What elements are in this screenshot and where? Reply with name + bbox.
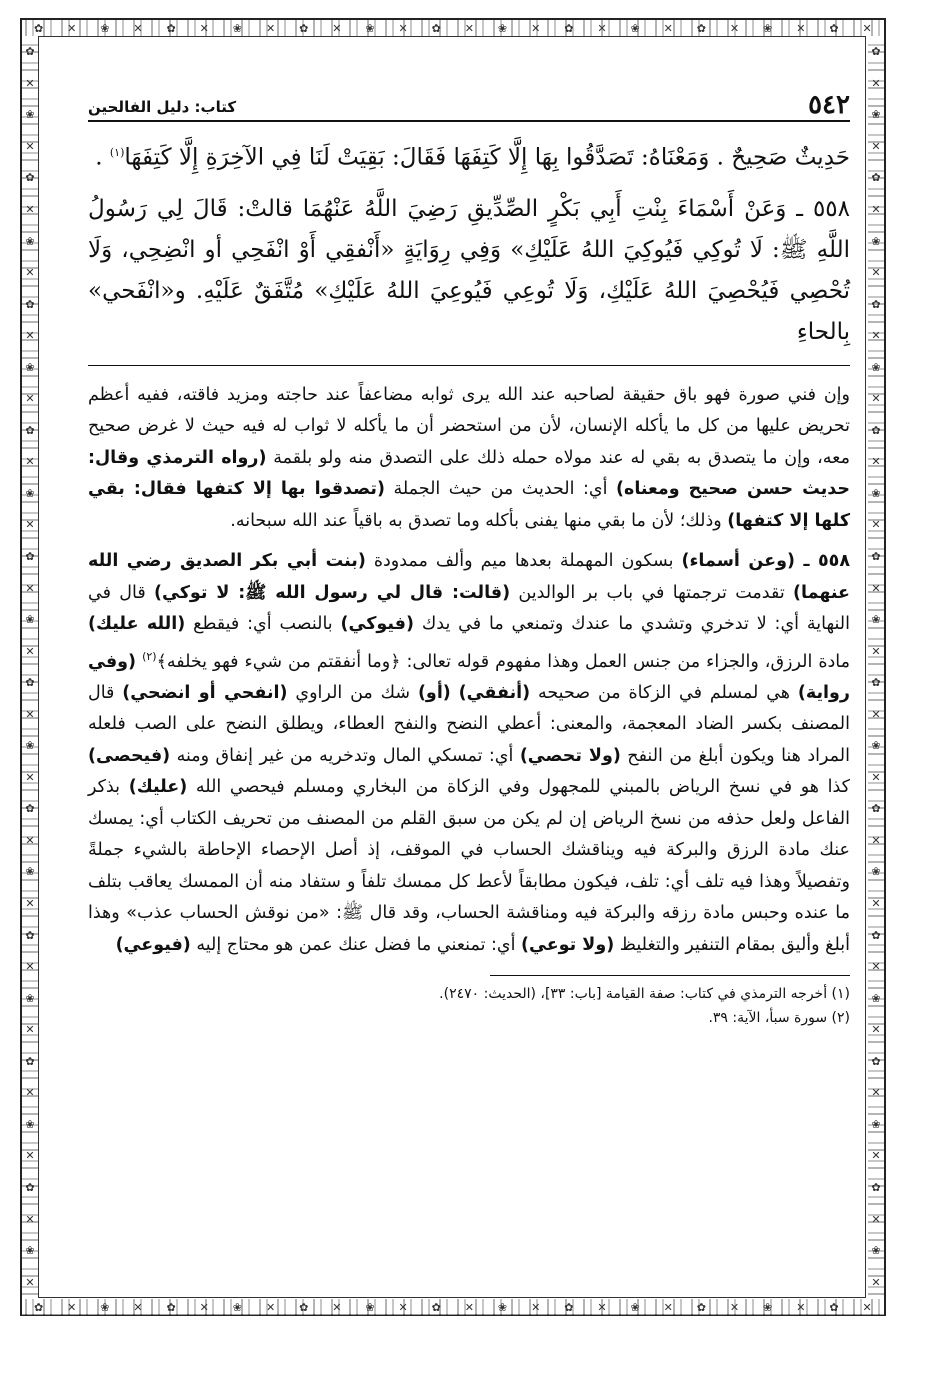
ornament-icon: ✕: [199, 21, 209, 35]
ornament-icon: ❀: [25, 865, 35, 879]
ornament-icon: ✕: [796, 1300, 806, 1314]
commentary-text: وإن فني صورة فهو باق حقيقة لصاحبه عند الله يرى ثوابه مضاعفاً عند حاجته ومزيد فاقته، ففيه أعظم تحريض عليها من كل ما يأكله الإنسان، لأن من استحضر أن ما يأكله لا ثواب له فيه حيث لا غرض صحيح معه، وإن ما يتصدق به بقي له عند مولاه حمله ذلك على التصدق منه ولو بلقمة: [88, 384, 850, 468]
footnote-ref-1[interactable]: (١): [109, 146, 125, 159]
page-content: [88, 84, 850, 1030]
commentary-text: وذلك؛ لأن ما بقي منها يفنى بأكله وما تصدق به باقياً عند الله سبحانه.: [230, 510, 728, 531]
ornament-icon: ✕: [265, 21, 276, 35]
ornament-icon: ❀: [365, 1300, 375, 1314]
ornament-icon: ❀: [25, 360, 35, 374]
ornament-icon: ✕: [25, 833, 35, 847]
ornament-icon: ✕: [67, 21, 77, 35]
ornament-icon: ✿: [25, 171, 35, 185]
ornament-icon: ✿: [871, 802, 881, 816]
quoted-hadith-phrase: (فيوكي): [340, 614, 414, 635]
ornament-icon: ❀: [871, 234, 881, 248]
ornament-icon: ✕: [332, 1300, 342, 1314]
commentary-text: بالنصب أي: فيقطع: [185, 614, 341, 635]
ornament-icon: ✕: [464, 1300, 474, 1314]
ornament-icon: ✕: [67, 1300, 77, 1314]
ornament-icon: ✿: [696, 21, 706, 35]
ornament-icon: ✕: [871, 1212, 881, 1226]
ornament-icon: ✕: [25, 1086, 35, 1100]
ornament-icon: ✿: [25, 1054, 35, 1068]
book-title: كتاب: دليل الفالحين: [88, 98, 237, 116]
ornament-icon: ✕: [871, 518, 881, 532]
ornament-icon: ✕: [871, 203, 881, 216]
ornament-icon: ❀: [630, 21, 640, 35]
ornament-icon: ❀: [871, 739, 881, 753]
ornament-icon: ❀: [25, 613, 35, 627]
ornament-icon: ✕: [796, 21, 806, 35]
separator-rule: [88, 365, 850, 366]
commentary-text: أي: الحديث من حيث الجملة: [384, 479, 616, 500]
quoted-hadith-phrase: (تصدقوا بها إلا كتفها فقال: بقي كلها إلا كتفها): [88, 479, 850, 531]
ornament-icon: ✿: [829, 21, 839, 35]
ornament-icon: ✿: [871, 550, 881, 564]
ornament-icon: ✕: [25, 770, 35, 784]
hadith-558: ٥٥٨ ـ وَعَنْ أَسْمَاءَ بِنْتِ أَبِي بَكْرٍ الصِّدِّيقِ رَضِيَ اللَّهُ عَنْهُمَا قالتْ: قَالَ لِي رَسُولُ اللَّهِ ﷺ: لَا تُوكِي فَيُوكِيَ اللهُ عَلَيْكِ» وَفِي رِوَايَةٍ «أَنْفقِي أَوْ انْفَحِي أو انْضِحِي، وَلَا تُحْصِي فَيُحْصِيَ اللهُ عَلَيْكِ، وَلَا تُوعِي فَيُوعِيَ اللهُ عَلَيْكِ» مُتَّفَقٌ عَلَيْهِ. و«انْفَحي» بِالحاءِ: [88, 195, 850, 345]
quoted-hadith-phrase: (فيحصى): [88, 745, 171, 766]
ornament-border-top: [22, 20, 884, 36]
ornament-icon: ✕: [871, 897, 881, 911]
ornament-icon: ❀: [365, 21, 375, 35]
ornament-icon: ❀: [25, 234, 35, 248]
ornament-icon: ✕: [871, 1275, 881, 1289]
quoted-hadith-phrase: (رواه الترمذي وقال: حديث حسن صحيح ومعناه): [88, 447, 850, 500]
ornament-icon: ✕: [729, 1300, 740, 1314]
commentary-text: بسكون المهملة بعدها ميم وألف ممدودة: [365, 551, 682, 572]
ornament-icon: ❀: [630, 1300, 640, 1314]
ornament-icon: ✕: [862, 1300, 872, 1314]
commentary-text: [451, 683, 459, 703]
ornament-icon: ✕: [25, 203, 35, 216]
ornament-icon: ✕: [25, 392, 35, 406]
ornament-icon: ✿: [564, 1300, 574, 1314]
ornament-icon: ✿: [299, 1300, 309, 1314]
ornament-icon: ✿: [871, 423, 881, 437]
ornament-border-left: [22, 36, 38, 1298]
footnotes: [88, 982, 850, 1030]
ornament-border-bottom: [22, 1299, 884, 1315]
ornament-icon: ✕: [871, 455, 881, 469]
commentary-text: قال المصنف بكسر الضاد المعجمة، والمعنى: أعطي النضح والنفح العطاء، ويطلق النضح على الصب فلعله المراد هنا ويكون أبلغ من النفح: [88, 682, 850, 766]
hadith-text: [88, 132, 850, 353]
ornament-icon: ✿: [871, 171, 881, 185]
ornament-icon: ❀: [497, 21, 508, 35]
ornament-icon: ❀: [100, 1300, 110, 1314]
ornament-icon: ✕: [25, 1275, 35, 1289]
ornament-icon: ✿: [871, 297, 881, 311]
quoted-hadith-phrase: (ولا توعي): [521, 934, 615, 955]
ornament-icon: ❀: [100, 21, 110, 35]
ornament-icon: ✿: [564, 21, 574, 35]
ornament-icon: ✕: [871, 960, 881, 974]
ornament-icon: ✕: [663, 21, 673, 35]
ornament-icon: ✿: [25, 1180, 35, 1194]
commentary: [88, 380, 850, 962]
ornament-icon: ✿: [166, 1300, 176, 1314]
ornament-icon: ❀: [871, 613, 881, 627]
ornament-icon: ✕: [133, 21, 143, 35]
ornament-icon: ✿: [871, 45, 881, 59]
ornament-icon: ✿: [871, 1054, 881, 1068]
ornament-icon: ✕: [25, 1149, 35, 1163]
ornament-icon: ✕: [25, 329, 35, 343]
commentary-text: أي: تمنعني ما فضل عنك عمن هو محتاج إليه: [190, 934, 522, 955]
ornament-icon: ✿: [871, 928, 881, 942]
ornament-icon: ✕: [25, 518, 35, 532]
ornament-icon: ✕: [597, 21, 607, 35]
quoted-hadith-phrase: (أو): [417, 682, 451, 703]
ornament-icon: ✕: [25, 1023, 35, 1037]
ornament-icon: ✕: [398, 1300, 408, 1314]
commentary-text: كذا هو في نسخ الرياض بالمبني للمجهول وفي الزكاة من البخاري ومسلم فيحصي الله: [187, 777, 851, 798]
ornament-icon: ✿: [829, 1300, 839, 1314]
commentary-paragraph-1: [88, 380, 850, 538]
ornament-icon: ✿: [25, 802, 35, 816]
ornament-icon: ❀: [25, 739, 35, 753]
ornament-icon: ❀: [232, 1300, 243, 1314]
commentary-text: مادة الرزق، والجزاء من جنس العمل وهذا مفهوم قوله تعالى: ﴿وما أنفقتم من شيء فهو يخلفه﴾: [156, 651, 850, 672]
ornament-icon: ❀: [871, 1117, 881, 1131]
ornament-icon: ✕: [663, 1300, 673, 1314]
commentary-text: تقدمت ترجمتها في باب بر الوالدين: [510, 582, 794, 603]
ornament-icon: ❀: [232, 21, 243, 35]
ornament-icon: ✿: [33, 1300, 44, 1314]
ornament-icon: ✿: [431, 21, 441, 35]
ornament-icon: ✕: [862, 21, 872, 35]
footnote-2: (٢) سورة سبأ، الآية: ٣٩.: [708, 1010, 850, 1027]
ornament-icon: ✕: [871, 581, 881, 595]
ornament-icon: ❀: [25, 1117, 35, 1131]
quoted-hadith-phrase: (انفحي أو انضحي): [122, 682, 288, 703]
footnote-rule: [490, 975, 850, 976]
ornament-icon: ✿: [871, 1180, 881, 1194]
ornament-icon: ✕: [871, 266, 881, 280]
ornament-icon: ✕: [199, 1300, 209, 1314]
ornament-icon: ✕: [25, 455, 35, 469]
ornament-icon: ❀: [25, 991, 35, 1005]
footnote-1: (١) أخرجه الترمذي في كتاب: صفة القيامة [باب: ٣٣]، (الحديث: ٢٤٧٠).: [439, 986, 850, 1003]
ornament-border-right: [868, 36, 884, 1298]
ornament-icon: ❀: [763, 1300, 773, 1314]
ornament-icon: ❀: [871, 1244, 881, 1258]
ornament-icon: ✕: [871, 329, 881, 343]
quoted-hadith-phrase: (ولا تحصي): [519, 745, 621, 766]
ornament-icon: ✕: [871, 1086, 881, 1100]
ornament-icon: ✕: [871, 833, 881, 847]
ornament-icon: ❀: [25, 486, 35, 500]
ornament-icon: ✕: [871, 770, 881, 784]
commentary-text: هي لمسلم في الزكاة من صحيحه: [530, 682, 798, 703]
ornament-icon: ❀: [25, 1244, 35, 1258]
ornament-icon: ✿: [25, 45, 35, 59]
commentary-text: شك من الراوي: [287, 682, 418, 703]
ornament-icon: ✕: [133, 1300, 143, 1314]
ornament-icon: ✿: [25, 423, 35, 437]
ornament-icon: ✕: [25, 76, 35, 90]
running-header: [88, 84, 850, 122]
ornament-icon: ✕: [25, 960, 35, 974]
ornament-icon: ✕: [265, 1300, 276, 1314]
page-number: ٥٤٢: [808, 90, 850, 120]
ornament-icon: ✕: [25, 266, 35, 280]
ornament-icon: ✕: [464, 21, 474, 35]
ornament-icon: ✕: [597, 1300, 607, 1314]
quoted-hadith-phrase: (وفي رواية): [88, 651, 851, 703]
commentary-text: قال في النهاية أي: لا تدخري وتشدي ما عندك وتمنعي ما في يدك: [88, 582, 850, 635]
ornament-icon: ❀: [871, 360, 881, 374]
ornament-icon: ✕: [398, 21, 408, 35]
ornament-icon: ✕: [871, 139, 881, 153]
ornament-icon: ✕: [25, 897, 35, 911]
ornament-icon: ✿: [299, 21, 309, 35]
ornament-icon: ✕: [871, 1023, 881, 1037]
ornament-icon: ✕: [25, 707, 35, 721]
ornament-icon: ✕: [25, 139, 35, 153]
ornament-icon: ✕: [332, 21, 342, 35]
commentary-paragraph-558: [88, 546, 850, 961]
ornament-icon: ✕: [531, 1300, 541, 1314]
ornament-icon: ✿: [25, 928, 35, 942]
footnote-ref[interactable]: (٢): [142, 649, 157, 663]
ornament-icon: ✿: [33, 21, 44, 35]
ornament-icon: ✕: [871, 1149, 881, 1163]
ornament-icon: ✕: [729, 21, 740, 35]
ornament-icon: ✕: [871, 392, 881, 406]
ornament-icon: ✕: [531, 21, 541, 35]
ornament-icon: ✕: [871, 644, 881, 658]
quoted-hadith-phrase: (فيوعي): [115, 934, 191, 955]
matn-line-1: حَدِيثٌ صَحِيحٌ . وَمَعْنَاهُ: تَصَدَّقُوا بِهَا إِلَّا كَتِفَهَا فَقَالَ: بَقِيَتْ لَنَا فِي الآخِرَةِ إِلَّا كَتِفَهَا$^{(١)}$ .: [95, 144, 850, 171]
ornament-icon: ❀: [25, 108, 35, 122]
ornament-icon: ❀: [871, 865, 881, 879]
ornament-icon: ✿: [696, 1300, 706, 1314]
quoted-hadith-phrase: (قالت: قال لي رسول الله ﷺ: لا توكي): [154, 582, 511, 603]
quoted-hadith-phrase: (عليك): [128, 777, 188, 798]
ornament-icon: ✿: [166, 21, 176, 35]
ornament-icon: ✕: [25, 581, 35, 595]
commentary-text: بذكر الفاعل ولعل حذفه من نسخ الرياض إن لم يكن من سبق القلم من المصنف من تحريف الكتاب أي: يمسك عنك مادة الرزق والبركة فيه ويناقشك الحساب في الموقف، إذ أصل الإحصاء الإحاطة بالشيء جملةً وتفصيلاً وهذا فيه تلف أي: تلف، فيكون مطابقاً لأعط كل ممسك تلفاً و ستفاد منه أن الممسك يعاقب بتلف ما عنده وحبس مادة رزقه والبركة فيه ومناقشة الحساب، وقد قال ﷺ: «من نوقش الحساب عذب» وهذا أبلغ وأليق بمقام التنفير والتغليظ: [88, 777, 850, 955]
ornament-icon: ✿: [25, 297, 35, 311]
ornament-icon: ✕: [25, 644, 35, 658]
quoted-hadith-phrase: (أنفقي): [458, 682, 531, 703]
ornament-icon: ❀: [497, 1300, 508, 1314]
ornament-icon: ✿: [871, 676, 881, 690]
ornament-icon: ❀: [871, 108, 881, 122]
commentary-text: أي: تمسكي المال وتدخريه من غير إنفاق ومنه: [170, 745, 520, 766]
ornament-icon: ❀: [871, 486, 881, 500]
quoted-hadith-phrase: ٥٥٨ ـ (وعن أسماء): [681, 551, 850, 572]
ornament-icon: ✿: [25, 676, 35, 690]
ornament-icon: ✕: [871, 707, 881, 721]
ornament-icon: ✕: [25, 1212, 35, 1226]
ornament-icon: ✿: [431, 1300, 441, 1314]
ornament-icon: ❀: [763, 21, 773, 35]
quoted-hadith-phrase: (الله عليك): [88, 614, 186, 635]
ornament-icon: ✕: [871, 76, 881, 90]
ornament-icon: ✿: [25, 550, 35, 564]
ornament-icon: ❀: [871, 991, 881, 1005]
quoted-hadith-phrase: (بنت أبي بكر الصديق رضي الله عنهما): [88, 551, 850, 603]
